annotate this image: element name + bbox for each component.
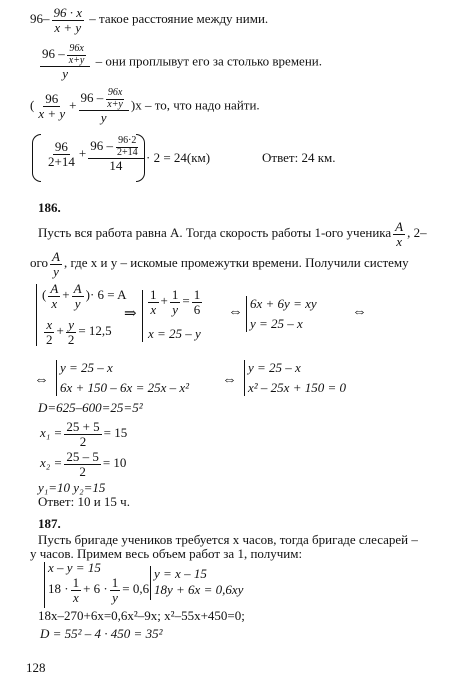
root-x1: x₁ = $\frac{25 + 5}{2}$ = 15	[40, 419, 128, 449]
line-time	[38, 44, 322, 81]
expr-prefix: 96–	[30, 11, 50, 27]
system-brace	[142, 290, 143, 342]
iff-arrow: ⇔	[352, 304, 367, 320]
line-find: ( $\frac{96}{x + y}$ + 96 – $\frac{96x}{x+y}$ y )x – то, что надо найти.	[30, 87, 260, 125]
implies-arrow: ⇒	[124, 306, 137, 322]
problem-187-heading: 187.	[38, 516, 61, 531]
system-brace	[244, 360, 245, 396]
sys4-line1: y = 25 – x	[60, 360, 113, 375]
sys187b-line1: y = x – 15	[154, 566, 207, 581]
p186-text-1: Пусть вся работа равна A. Тогда скорость работы 1-ого ученика $\frac{A}{x}$ , 2–	[38, 219, 427, 249]
iff-arrow: ⇔	[34, 372, 49, 388]
sys187-line2: 18 · $\frac{1}{x}$ + 6 · $\frac{1}{y}$ = 0,6	[48, 575, 150, 605]
sys2-line2: x = 25 – y	[148, 326, 201, 341]
line-calc: $\frac{96}{2+14}$ + 96 – $\frac{96\cdot 2}{2+14}$ 14	[44, 136, 146, 173]
line-text: – такое расстояние между ними.	[86, 11, 269, 27]
sys1-line1: ( $\frac{A}{x}$ + $\frac{A}{y}$ )· 6 = A	[42, 281, 127, 311]
p187-text-1: Пусть бригаде учеников требуется x часов, тогда бригаде слесарей –	[38, 532, 418, 547]
discriminant-187: D = 55² – 4 · 450 = 35²	[40, 626, 163, 641]
page-number: 128	[26, 660, 46, 675]
sys187-line1: x – y = 15	[48, 560, 101, 575]
y-values: y₁=10 y₂=15	[38, 480, 106, 495]
system-brace	[246, 296, 247, 332]
line-text: – они проплывут его за столько времени.	[92, 53, 322, 69]
system-brace	[36, 284, 37, 346]
equation-187: 18x–270+6x=0,6x²–9x; x²–55x+450=0;	[38, 608, 245, 623]
system-brace	[56, 360, 57, 396]
sys187b-line2: 18y + 6x = 0,6xy	[154, 582, 244, 597]
sys3-line1: 6x + 6y = xy	[250, 296, 317, 311]
sys1-line2: $\frac{x}{2}$ + $\frac{y}{2}$ = 12,5	[46, 317, 112, 347]
line-text: )x – то, что надо найти.	[130, 97, 260, 113]
system-brace	[150, 566, 151, 600]
left-paren	[32, 134, 41, 182]
sys5-line1: y = 25 – x	[248, 360, 301, 375]
p187-text-2: y часов. Примем весь объем работ за 1, получим:	[30, 546, 303, 561]
problem-186-heading: 186.	[38, 200, 61, 215]
fraction: $\frac{96 \cdot x}{x + y}$	[53, 5, 83, 35]
p186-text-2: ого $\frac{A}{y}$ , где x и y – искомые промежутки времени. Получили систему	[30, 249, 409, 279]
sys4-line2: 6x + 150 – 6x = 25x – x²	[60, 380, 190, 395]
calc-result: · 2 = 24(км)	[146, 150, 211, 165]
sys3-line2: y = 25 – x	[250, 316, 303, 331]
iff-arrow: ⇔	[222, 372, 237, 388]
answer-186: Ответ: 10 и 15 ч.	[38, 494, 130, 509]
iff-arrow: ⇔	[228, 304, 243, 320]
compound-fraction: 96 – $\frac{96x}{x+y}$ y	[40, 44, 90, 81]
answer-24: Ответ: 24 км.	[262, 150, 336, 165]
line-distance	[30, 6, 268, 34]
sys2-line1: $\frac{1}{x}$ + $\frac{1}{y}$ = $\frac{1}{6}$	[150, 287, 201, 317]
root-x2: x₂ = $\frac{25 - 5}{2}$ = 10	[40, 449, 127, 479]
system-brace	[44, 562, 45, 608]
sys5-line2: x² – 25x + 150 = 0	[248, 380, 346, 395]
discriminant-186: D=625–600=25=5²	[38, 400, 143, 415]
